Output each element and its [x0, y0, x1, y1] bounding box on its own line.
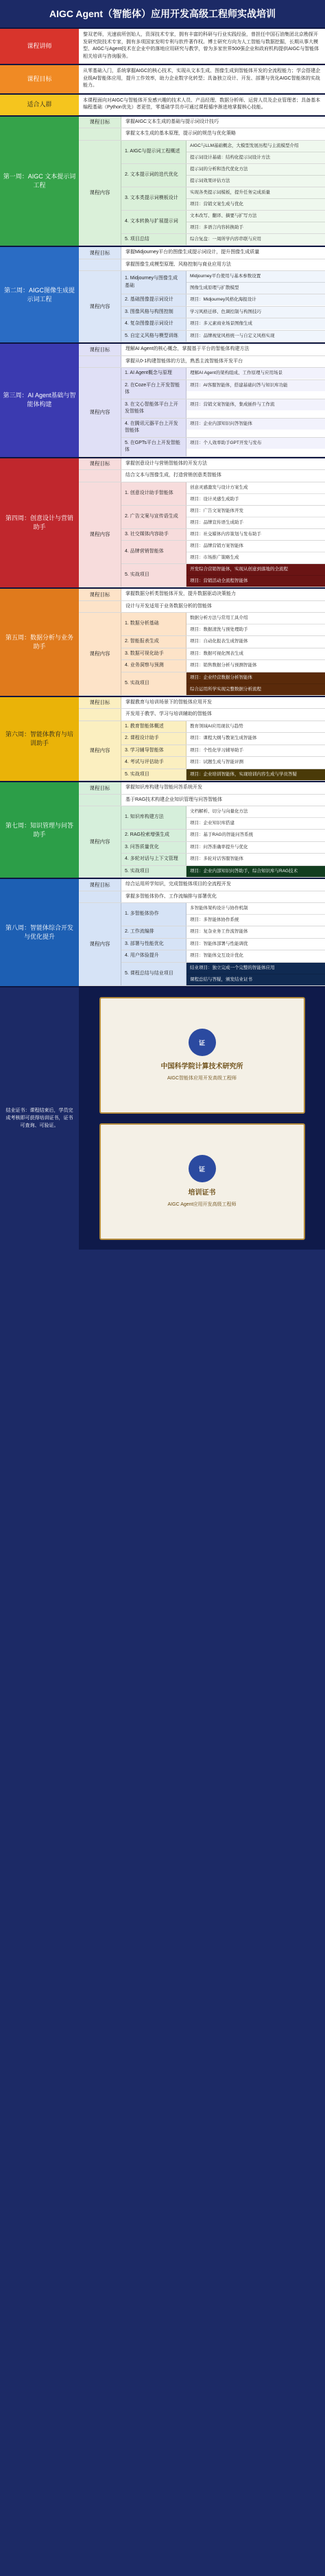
goal-text: 掌握知识库构建与智能问答系统开发	[125, 785, 202, 790]
content-key: 课程内容	[79, 141, 121, 246]
content-row	[79, 903, 325, 986]
item-name: 3. 数据可视化助手	[121, 648, 186, 660]
week-label: 第一周：AIGC 文本提示词工程	[0, 117, 79, 246]
intro-text: 从零基础入门，系统掌握AIGC的核心技术，实现从文本生成、图像生成到智能体开发的全流程能力；学会搭建企业级AI智能体应用，提升工作效率，助力企业数字化转型；具备独立设计、开发、部署与优化AIGC智能体的实战能力。	[83, 69, 321, 88]
week-3	[0, 342, 325, 457]
item-point: 项目：Midjourney风格化海报设计	[186, 294, 325, 305]
week-2	[0, 246, 325, 342]
intro-row	[79, 29, 325, 64]
section-label: 课程讲师	[0, 29, 79, 64]
week-5	[0, 587, 325, 696]
intro-section	[0, 27, 325, 115]
content-key: 课程内容	[79, 806, 121, 877]
item-point: 项目：多轮对话客服智能体	[186, 854, 325, 865]
content-title-key	[79, 601, 121, 613]
item-name: 5. 项目总结	[121, 234, 186, 246]
item-name: 3. 社交媒体内容助手	[121, 529, 186, 541]
item-name: 4. 考试与评估助手	[121, 757, 186, 769]
course-item	[121, 482, 325, 506]
item-points	[186, 506, 325, 528]
course-item	[121, 842, 325, 854]
content-title-text: 基于RAG技术构建企业知识管理与问答智能体	[125, 797, 223, 802]
item-point: 项目：广告文案智能体开发	[186, 506, 325, 517]
content-row	[79, 806, 325, 878]
item-name: 2. 文本提示词的迭代优化	[121, 164, 186, 187]
section-body	[79, 65, 325, 93]
goal-text: 综合运用所学知识，完成智能体项目的全流程开发	[125, 882, 231, 887]
item-grid	[121, 613, 325, 695]
item-point: 项目：个人效率助手GPT开发与发布	[186, 438, 325, 449]
course-item	[121, 438, 325, 456]
item-point: 结业项目：独立完成一个完整的智能体应用	[186, 963, 325, 974]
goal-key: 课程目标	[79, 879, 121, 891]
course-item	[121, 211, 325, 234]
course-item	[121, 164, 325, 187]
item-name: 2. 广告文案与宣传语生成	[121, 506, 186, 528]
intro-row	[79, 95, 325, 115]
item-point: 项目：市场推广策略生成	[186, 552, 325, 563]
week-body	[79, 344, 325, 457]
item-point: 创意灵感激发与设计方案生成	[186, 482, 325, 494]
item-points	[186, 541, 325, 563]
content-title-row	[79, 259, 325, 272]
item-point: 项目：自动化报表生成智能体	[186, 636, 325, 647]
goal-row	[79, 247, 325, 259]
course-item	[121, 806, 325, 830]
certificate-area	[79, 987, 325, 1250]
course-item	[121, 613, 325, 636]
item-point: 综合运用所学实现完整数据分析流程	[186, 684, 325, 695]
item-points	[186, 672, 325, 695]
item-name: 2. 课程设计助手	[121, 733, 186, 745]
item-points	[186, 211, 325, 233]
item-name: 2. 在Coze平台上开发智能体	[121, 380, 186, 399]
goal-row	[79, 697, 325, 710]
content-title-row	[79, 470, 325, 482]
item-point: 课程总结与答疑，颁发结业证书	[186, 974, 325, 985]
week-body	[79, 247, 325, 342]
item-point: 综合复盘：一周所学内容串联与应用	[186, 234, 325, 245]
certificate-card	[99, 1123, 305, 1240]
goal-text: 理解AI Agent的核心概念，掌握基于平台的智能体构建方法	[125, 347, 250, 351]
intro-row	[79, 65, 325, 93]
footer-section	[0, 986, 325, 1250]
item-points	[186, 806, 325, 829]
week-label: 第四周：创意设计与营销助手	[0, 458, 79, 588]
certificate-subtitle: AIGC智能体应用开发高级工程师	[167, 1076, 237, 1081]
seal-icon: 证	[189, 1155, 216, 1182]
content-row	[79, 482, 325, 588]
item-point: 提示词的分析和迭代优化方法	[186, 164, 325, 176]
item-point: 项目：企业内部知识问答助手，综合知识库与RAG技术	[186, 866, 325, 877]
item-grid	[121, 482, 325, 587]
modules-section	[0, 115, 325, 986]
item-name: 3. 图像风格与构图控制	[121, 307, 186, 318]
course-item	[121, 830, 325, 842]
item-grid	[121, 806, 325, 877]
item-name: 5. 课程总结与结业项目	[121, 963, 186, 985]
course-item	[121, 757, 325, 769]
course-item	[121, 271, 325, 294]
course-item	[121, 866, 325, 878]
item-point: 项目：数据可视化图表生成	[186, 648, 325, 659]
goal-text: 掌握创意设计与营销智能体的开发方法	[125, 460, 207, 466]
item-point: 项目：设计灵感生成助手	[186, 494, 325, 505]
content-row	[79, 271, 325, 342]
content-title-key	[79, 259, 121, 271]
item-grid	[121, 721, 325, 781]
item-points	[186, 318, 325, 330]
item-point: 项目：课程大纲与教案生成智能体	[186, 733, 325, 744]
intro-text: 本课程面向对AIGC与智能体开发感兴趣的技术人员、产品经理、数据分析师、运营人员及企业管理者；具备基本编程基础（Python优先）者更佳，零基础学员亦可通过课程循序渐进地掌握核心技能。	[83, 97, 321, 110]
item-point: 文档解析、切分与向量化方法	[186, 806, 325, 818]
week-label: 第八周：智能体综合开发与优化提升	[0, 879, 79, 986]
content-title-row	[79, 795, 325, 807]
course-item	[121, 307, 325, 319]
item-point: 开发综合营销智能体，实现从创意到落地的全流程	[186, 564, 325, 576]
section-label: 适合人群	[0, 95, 79, 115]
content-key: 课程内容	[79, 613, 121, 695]
item-points	[186, 963, 325, 985]
item-name: 1. 数据分析基础	[121, 613, 186, 635]
content-title-row	[79, 891, 325, 904]
item-point: 提示词效果评估方法	[186, 176, 325, 187]
week-label: 第七周：知识管理与问答助手	[0, 782, 79, 878]
item-grid	[121, 271, 325, 342]
course-item	[121, 769, 325, 781]
week-6	[0, 696, 325, 782]
course-item	[121, 318, 325, 331]
item-point: 理解AI Agent的架构组成、工作原理与应用场景	[186, 368, 325, 379]
week-body	[79, 117, 325, 246]
item-name: 2. 基础图像提示词设计	[121, 294, 186, 306]
item-points	[186, 271, 325, 294]
item-points	[186, 529, 325, 541]
item-point: 项目：智能体部署与性能调优	[186, 939, 325, 950]
content-title-row	[79, 356, 325, 368]
item-name: 1. 教育智能体概述	[121, 721, 186, 733]
item-point: AIGC与LLM基础概念，大模型发展历程与主流模型介绍	[186, 141, 325, 152]
item-points	[186, 939, 325, 950]
item-name: 1. Midjourney与图像生成基础	[121, 271, 186, 294]
course-item	[121, 636, 325, 648]
item-point: 项目：多语言内容转换助手	[186, 222, 325, 233]
week-body	[79, 879, 325, 986]
content-title-text: 掌握从0-1构建智能体的方法，熟悉主流智能体开发平台	[125, 358, 243, 364]
content-title-text: 掌握文本生成的基本原理，提示词的规范与优化策略	[125, 131, 236, 136]
item-points	[186, 380, 325, 399]
week-body	[79, 782, 325, 878]
item-point: 项目：品牌视觉风格统一与自定义风格实现	[186, 331, 325, 342]
item-point: 项目：基于RAG的智能问答系统	[186, 830, 325, 841]
course-item	[121, 294, 325, 307]
course-item	[121, 141, 325, 164]
item-name: 1. 创意设计助手智能体	[121, 482, 186, 505]
course-item	[121, 564, 325, 587]
item-points	[186, 842, 325, 854]
course-item	[121, 672, 325, 695]
week-label: 第六周：智能体教育与培训助手	[0, 697, 79, 782]
item-point: 项目：多元素商业场景图像生成	[186, 318, 325, 329]
course-item	[121, 903, 325, 926]
item-point: 实现各类提示词模板，提升任务完成质量	[186, 187, 325, 199]
course-item	[121, 234, 325, 246]
goal-key: 课程目标	[79, 117, 121, 128]
content-key: 课程内容	[79, 903, 121, 985]
item-point: 项目：试题生成与智能评测	[186, 757, 325, 768]
item-points	[186, 636, 325, 648]
content-key: 课程内容	[79, 721, 121, 781]
item-point: 数据分析方法与常用工具介绍	[186, 613, 325, 624]
item-name: 3. 问答质量优化	[121, 842, 186, 854]
intro-1	[0, 27, 325, 64]
item-points	[186, 482, 325, 505]
item-name: 3. 在文心智能体平台上开发智能体	[121, 399, 186, 418]
course-item	[121, 648, 325, 661]
item-name: 4. 品牌营销智能体	[121, 541, 186, 563]
footer-label: 结业证书：课程结束后，学员完成考核即可获得培训证书，证书可查询、可验证。	[0, 987, 79, 1250]
seal-icon: 证	[189, 1029, 216, 1056]
item-name: 2. RAG检索增强生成	[121, 830, 186, 841]
item-points	[186, 187, 325, 210]
item-name: 5. 实战项目	[121, 769, 186, 781]
content-title-key	[79, 891, 121, 903]
item-point: Midjourney平台使用与基本参数设置	[186, 271, 325, 283]
content-title-text: 掌握图像生成模型原理、风格控制与商业应用方法	[125, 261, 231, 267]
item-name: 3. 部署与性能优化	[121, 939, 186, 950]
item-point: 项目：营销活动全流程智能体	[186, 576, 325, 587]
goal-row	[79, 589, 325, 601]
content-title-key	[79, 470, 121, 482]
item-name: 4. 文本转换与扩展提示词	[121, 211, 186, 233]
week-1	[0, 115, 325, 246]
item-name: 1. 多智能体协作	[121, 903, 186, 926]
item-points	[186, 648, 325, 660]
week-8	[0, 878, 325, 986]
item-point: 项目：企业内部知识问答智能体	[186, 419, 325, 430]
goal-key: 课程目标	[79, 458, 121, 470]
item-points	[186, 903, 325, 926]
item-point: 多智能体架构设计与协作机制	[186, 903, 325, 915]
content-title-text: 结合文本与图像生成，打造营销创意类智能体	[125, 473, 221, 478]
item-points	[186, 926, 325, 938]
content-title-key	[79, 356, 121, 368]
item-name: 3. 文本类提示词模板设计	[121, 187, 186, 210]
item-name: 4. 用户体验提升	[121, 950, 186, 962]
item-name: 1. AI Agent概念与原理	[121, 368, 186, 379]
section-label: 课程目标	[0, 65, 79, 93]
goal-row	[79, 782, 325, 795]
content-title-key	[79, 795, 121, 806]
item-point: 项目：销售数据分析与预测智能体	[186, 660, 325, 671]
item-grid	[121, 903, 325, 985]
content-title-row	[79, 601, 325, 613]
goal-text: 掌握AIGC文本生成的基础与提示词设计技巧	[125, 119, 219, 124]
goal-text: 掌握数据分析类智能体开发，提升数据驱动决策能力	[125, 592, 236, 596]
item-name: 3. 学习辅导智能体	[121, 745, 186, 757]
content-row	[79, 721, 325, 782]
content-row	[79, 613, 325, 696]
item-point: 提示词设计基础：结构化提示词设计方法	[186, 152, 325, 163]
item-point: 项目：企业培训智能体，实现培训内容生成与学员答疑	[186, 769, 325, 780]
course-item	[121, 331, 325, 342]
course-item	[121, 950, 325, 963]
week-label: 第二周：AIGC图像生成提示词工程	[0, 247, 79, 342]
item-points	[186, 721, 325, 733]
item-name: 5. 实战项目	[121, 564, 186, 587]
item-points	[186, 331, 325, 342]
item-points	[186, 438, 325, 456]
item-point: 项目：数据清洗与预处理助手	[186, 624, 325, 635]
certificate-subtitle: AIGC Agent应用开发高级工程师	[167, 1202, 237, 1207]
intro-2	[0, 64, 325, 93]
week-label: 第三周：AI Agent基础与智能体构建	[0, 344, 79, 457]
content-title-text: 开发用于教学、学习与培训辅助的智能体	[125, 712, 212, 716]
goal-key: 课程目标	[79, 697, 121, 709]
item-name: 5. 在GPTs平台上开发智能体	[121, 438, 186, 456]
content-title-key	[79, 709, 121, 721]
item-point: 学习风格迁移、色调控制与构图技巧	[186, 307, 325, 318]
item-name: 4. 业务洞察与预测	[121, 660, 186, 672]
item-points	[186, 733, 325, 745]
item-points	[186, 564, 325, 587]
item-point: 项目：智能体交互设计优化	[186, 950, 325, 961]
week-label: 第五周：数据分析与业务助手	[0, 589, 79, 696]
section-body	[79, 95, 325, 115]
section-body	[79, 29, 325, 64]
item-point: 文本改写、翻译、摘要与扩写方法	[186, 211, 325, 222]
item-name: 4. 复杂图像提示词设计	[121, 318, 186, 330]
goal-row	[79, 458, 325, 471]
item-points	[186, 769, 325, 781]
item-grid	[121, 368, 325, 456]
item-name: 5. 实战项目	[121, 672, 186, 695]
week-body	[79, 697, 325, 782]
item-points	[186, 866, 325, 878]
course-item	[121, 939, 325, 951]
course-item	[121, 745, 325, 758]
item-points	[186, 745, 325, 757]
item-point: 项目：品牌宣传语生成助手	[186, 517, 325, 528]
goal-key: 课程目标	[79, 344, 121, 355]
content-title-text: 设计与开发适用于业务数据分析的智能体	[125, 603, 212, 609]
goal-text: 掌握教育与培训场景下的智能体应用开发	[125, 699, 212, 705]
item-name: 5. 实战项目	[121, 866, 186, 878]
item-point: 项目：品牌营销方案智能体	[186, 541, 325, 552]
item-point: 项目：企业知识库搭建	[186, 818, 325, 829]
item-points	[186, 830, 325, 841]
course-item	[121, 399, 325, 419]
content-key: 课程内容	[79, 368, 121, 456]
course-item	[121, 660, 325, 672]
item-points	[186, 294, 325, 306]
week-body	[79, 589, 325, 696]
certificate-title: 培训证书	[188, 1189, 216, 1197]
goal-row	[79, 344, 325, 356]
week-body	[79, 458, 325, 588]
content-key: 课程内容	[79, 482, 121, 587]
item-point: 项目：复杂业务工作流智能体	[186, 926, 325, 937]
content-title-row	[79, 709, 325, 721]
item-points	[186, 368, 325, 379]
item-points	[186, 307, 325, 318]
intro-text: 黎双老师，光速前所创始人，资深技术专家，拥有丰富的科研与行业实践经验，曾担任中国石油集团北京勘探开发研究院技术专家，拥有多项国家发明专利与软件著作权。博士研究方向为人工智能与数据挖掘，长期从事大模型、AIGC与Agent技术在企业中的落地应用研究与教学，曾为多家世界500强企业和政府机构提供AIGC与智能体相关培训与咨询服务。	[83, 32, 320, 59]
item-point: 项目：多智能体协作系统	[186, 915, 325, 926]
course-item	[121, 854, 325, 866]
item-name: 4. 在腾讯元器平台上开发智能体	[121, 419, 186, 437]
goal-key: 课程目标	[79, 782, 121, 794]
content-key: 课程内容	[79, 271, 121, 342]
course-item	[121, 380, 325, 399]
item-points	[186, 419, 325, 437]
item-points	[186, 613, 325, 635]
course-item	[121, 541, 325, 564]
item-grid	[121, 141, 325, 246]
item-point: 项目：个性化学习辅导助手	[186, 745, 325, 756]
item-points	[186, 854, 325, 865]
page-title: AIGC Agent（智能体）应用开发高级工程师实战培训	[0, 0, 325, 27]
item-points	[186, 399, 325, 418]
content-row	[79, 141, 325, 246]
item-points	[186, 141, 325, 163]
item-point: 图像生成原理与扩散模型	[186, 283, 325, 294]
item-name: 4. 多轮对话与上下文管理	[121, 854, 186, 865]
goal-row	[79, 117, 325, 129]
item-point: 项目：社交媒体内容策划与发布助手	[186, 529, 325, 540]
item-name: 2. 智能报表生成	[121, 636, 186, 648]
content-row	[79, 368, 325, 457]
item-name: 2. 工作流编排	[121, 926, 186, 938]
item-points	[186, 234, 325, 246]
item-point: 项目：AI客服智能体，搭建基础问答与知识库功能	[186, 380, 325, 391]
certificate-card	[99, 997, 305, 1114]
goal-row	[79, 879, 325, 891]
course-item	[121, 506, 325, 529]
item-point: 项目：营销文案智能体，集成插件与工作流	[186, 399, 325, 410]
course-item	[121, 733, 325, 745]
goal-key: 课程目标	[79, 247, 121, 259]
goal-key: 课程目标	[79, 589, 121, 600]
item-name: 5. 自定义风格与模型训练	[121, 331, 186, 342]
course-item	[121, 187, 325, 211]
content-title-key	[79, 128, 121, 140]
certificate-title: 中国科学院计算技术研究所	[160, 1063, 243, 1070]
week-4	[0, 457, 325, 588]
item-points	[186, 950, 325, 962]
course-item	[121, 963, 325, 985]
content-title-row	[79, 128, 325, 141]
item-points	[186, 164, 325, 187]
item-point: 项目：问答准确率提升与优化	[186, 842, 325, 853]
goal-text: 掌握Midjourney平台的图像生成提示词设计，提升图像生成质量	[125, 250, 260, 255]
item-name: 1. AIGC与提示词工程概述	[121, 141, 186, 163]
item-points	[186, 757, 325, 769]
item-name: 1. 知识库构建方法	[121, 806, 186, 829]
course-item	[121, 721, 325, 734]
item-points	[186, 660, 325, 672]
week-7	[0, 781, 325, 878]
intro-3	[0, 93, 325, 115]
content-title-text: 掌握多智能体协作、工作流编排与部署优化	[125, 893, 217, 899]
item-point: 教育领域AI应用现状与趋势	[186, 721, 325, 732]
course-item	[121, 926, 325, 939]
item-point: 项目：营销文案生成与优化	[186, 199, 325, 210]
item-point: 项目：企业经营数据分析智能体	[186, 672, 325, 684]
course-item	[121, 419, 325, 438]
course-item	[121, 529, 325, 541]
course-item	[121, 368, 325, 380]
